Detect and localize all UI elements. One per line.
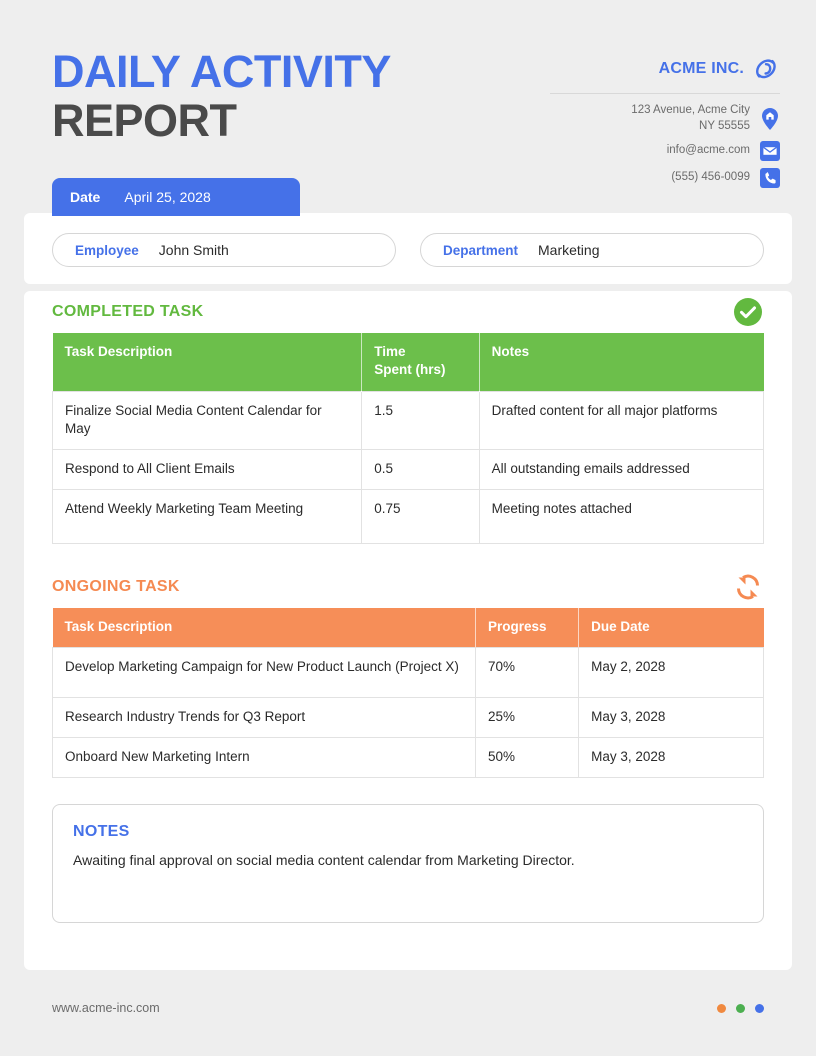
location-pin-icon [760, 109, 780, 129]
cell-due: May 2, 2028 [579, 648, 764, 698]
company-address-line2: NY 55555 [699, 119, 750, 132]
completed-header-row [53, 333, 764, 391]
ongoing-col-task: Task Description [53, 608, 476, 648]
contact-phone-row [550, 168, 780, 188]
company-address [631, 103, 750, 134]
ongoing-task-table [52, 608, 764, 778]
cell-notes: All outstanding emails addressed [479, 449, 763, 489]
header-divider [550, 93, 780, 94]
table-row [53, 489, 764, 543]
document-footer [0, 988, 816, 1028]
ongoing-col-due: Due Date [579, 608, 764, 648]
company-email: info@acme.com [666, 144, 750, 157]
title-line-1: DAILY ACTIVITY [52, 46, 391, 97]
company-name: ACME INC. [658, 60, 744, 77]
cell-notes: Drafted content for all major platforms [479, 391, 763, 449]
cell-task: Finalize Social Media Content Calendar for May [53, 391, 362, 449]
cell-notes: Meeting notes attached [479, 489, 763, 543]
company-name-row [550, 52, 780, 86]
table-row [53, 698, 764, 738]
department-value[interactable]: Marketing [538, 242, 600, 258]
footer-dot-green [736, 1004, 745, 1013]
table-row [53, 737, 764, 777]
contact-email-row [550, 141, 780, 161]
phone-icon [760, 168, 780, 188]
date-value[interactable]: April 25, 2028 [124, 189, 211, 205]
cell-task: Respond to All Client Emails [53, 449, 362, 489]
notes-title: NOTES [73, 822, 130, 840]
completed-task-header [52, 291, 764, 333]
contact-list [550, 103, 780, 188]
cell-task: Develop Marketing Campaign for New Product Launch (Project X) [53, 648, 476, 698]
page-title [52, 48, 391, 145]
cell-task: Attend Weekly Marketing Team Meeting [53, 489, 362, 543]
main-content-card [24, 291, 792, 970]
footer-dot-orange [717, 1004, 726, 1013]
cell-time: 0.75 [362, 489, 479, 543]
ongoing-task-section [24, 566, 792, 778]
ongoing-header-row [53, 608, 764, 648]
refresh-cycle-icon [732, 571, 764, 603]
notes-text[interactable]: Awaiting final approval on social media content calendar from Marketing Director. [73, 851, 575, 868]
completed-task-title: COMPLETED TASK [52, 303, 204, 320]
ongoing-table-head [53, 608, 764, 648]
identity-row [24, 213, 792, 267]
cell-due: May 3, 2028 [579, 698, 764, 738]
cell-progress: 25% [476, 698, 579, 738]
cell-progress: 50% [476, 737, 579, 777]
cell-progress: 70% [476, 648, 579, 698]
company-address-line1: 123 Avenue, Acme City [631, 104, 750, 116]
notes-box[interactable] [52, 804, 764, 923]
completed-task-table [52, 333, 764, 544]
company-phone: (555) 456-0099 [671, 171, 750, 184]
cell-due: May 3, 2028 [579, 737, 764, 777]
completed-col-time [362, 333, 479, 391]
employee-value[interactable]: John Smith [158, 242, 229, 258]
date-label: Date [70, 189, 101, 205]
footer-dot-blue [755, 1004, 764, 1013]
completed-col-time-line2: Spent (hrs) [374, 361, 446, 377]
cell-time: 0.5 [362, 449, 479, 489]
cell-time: 1.5 [362, 391, 479, 449]
envelope-icon [760, 141, 780, 161]
title-line-2: REPORT [52, 94, 237, 146]
table-row [53, 391, 764, 449]
ongoing-table-body [53, 648, 764, 777]
document-header [0, 40, 816, 200]
table-row [53, 449, 764, 489]
ongoing-col-progress: Progress [476, 608, 579, 648]
date-tab[interactable] [52, 178, 300, 216]
department-field[interactable] [420, 233, 764, 267]
completed-col-time-line1: Time [374, 344, 406, 359]
cell-task: Research Industry Trends for Q3 Report [53, 698, 476, 738]
completed-task-section [24, 291, 792, 544]
completed-col-notes: Notes [479, 333, 763, 391]
completed-table-head [53, 333, 764, 391]
ongoing-task-header [52, 566, 764, 608]
footer-website-url[interactable]: www.acme-inc.com [52, 1001, 160, 1015]
completed-table-body [53, 391, 764, 543]
contact-address-row [550, 103, 780, 134]
table-row [53, 648, 764, 698]
employee-field[interactable] [52, 233, 396, 267]
check-circle-icon [732, 296, 764, 328]
cell-task: Onboard New Marketing Intern [53, 737, 476, 777]
employee-label: Employee [75, 242, 139, 258]
ongoing-task-title: ONGOING TASK [52, 577, 180, 595]
identity-card [24, 213, 792, 284]
department-label: Department [443, 242, 519, 258]
swirl-logo-icon [752, 55, 780, 83]
completed-col-task: Task Description [53, 333, 362, 391]
company-info [550, 52, 780, 195]
footer-dots [717, 1004, 764, 1013]
